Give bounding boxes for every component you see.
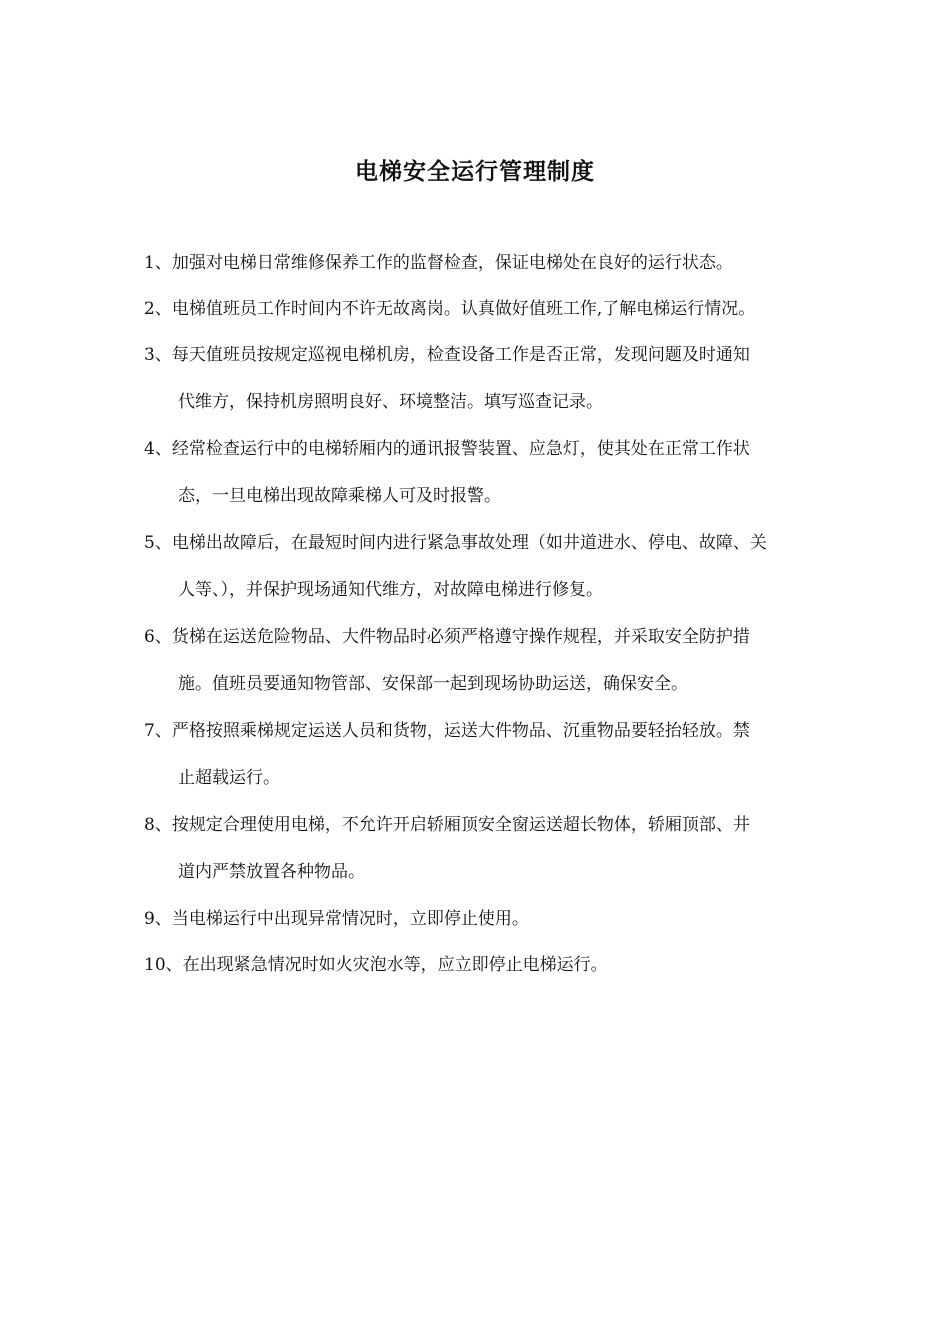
rule-item-8 [144, 802, 816, 896]
rule-item-9 [144, 896, 816, 942]
rule-line: 3、每天值班员按规定巡视电梯机房，检查设备工作是否正常，发现问题及时通知 [144, 345, 750, 365]
rule-item-3 [144, 332, 816, 426]
rule-item-5 [144, 520, 816, 614]
rule-line: 1、加强对电梯日常维修保养工作的监督检查，保证电梯处在良好的运行状态。 [144, 253, 733, 273]
rule-list [144, 240, 816, 988]
rule-line-continuation: 代维方，保持机房照明良好、环境整洁。填写巡查记录。 [178, 392, 603, 412]
rule-item-1 [144, 240, 816, 286]
rule-line-continuation: 人等、），并保护现场通知代维方，对故障电梯进行修复。 [178, 580, 603, 600]
rule-line-continuation: 态，一旦电梯出现故障乘梯人可及时报警。 [178, 486, 501, 506]
rule-line-continuation: 道内严禁放置各种物品。 [178, 862, 365, 882]
rule-line: 2、电梯值班员工作时间内不许无故离岗。认真做好值班工作,了解电梯运行情况。 [144, 299, 756, 319]
rule-item-6 [144, 614, 816, 708]
rule-line-continuation: 止超载运行。 [178, 768, 280, 788]
rule-line-continuation: 施。值班员要通知物管部、安保部一起到现场协助运送，确保安全。 [178, 674, 688, 694]
rule-line: 9、当电梯运行中出现异常情况时，立即停止使用。 [144, 909, 529, 929]
rule-line: 10、在出现紧急情况时如火灾泡水等，应立即停止电梯运行。 [144, 955, 608, 975]
rule-line: 5、电梯出故障后，在最短时间内进行紧急事故处理（如井道进水、停电、故障、关 [144, 533, 767, 553]
rule-line: 7、严格按照乘梯规定运送人员和货物，运送大件物品、沉重物品要轻抬轻放。禁 [144, 721, 750, 741]
rule-item-4 [144, 426, 816, 520]
document-title: 电梯安全运行管理制度 [355, 158, 595, 185]
rule-line: 8、按规定合理使用电梯，不允许开启轿厢顶安全窗运送超长物体，轿厢顶部、井 [144, 815, 750, 835]
rule-item-2 [144, 286, 816, 332]
rule-item-10 [144, 942, 816, 988]
rule-line: 4、经常检查运行中的电梯轿厢内的通讯报警装置、应急灯，使其处在正常工作状 [144, 439, 750, 459]
rule-item-7 [144, 708, 816, 802]
rule-line: 6、货梯在运送危险物品、大件物品时必须严格遵守操作规程，并采取安全防护措 [144, 627, 750, 647]
